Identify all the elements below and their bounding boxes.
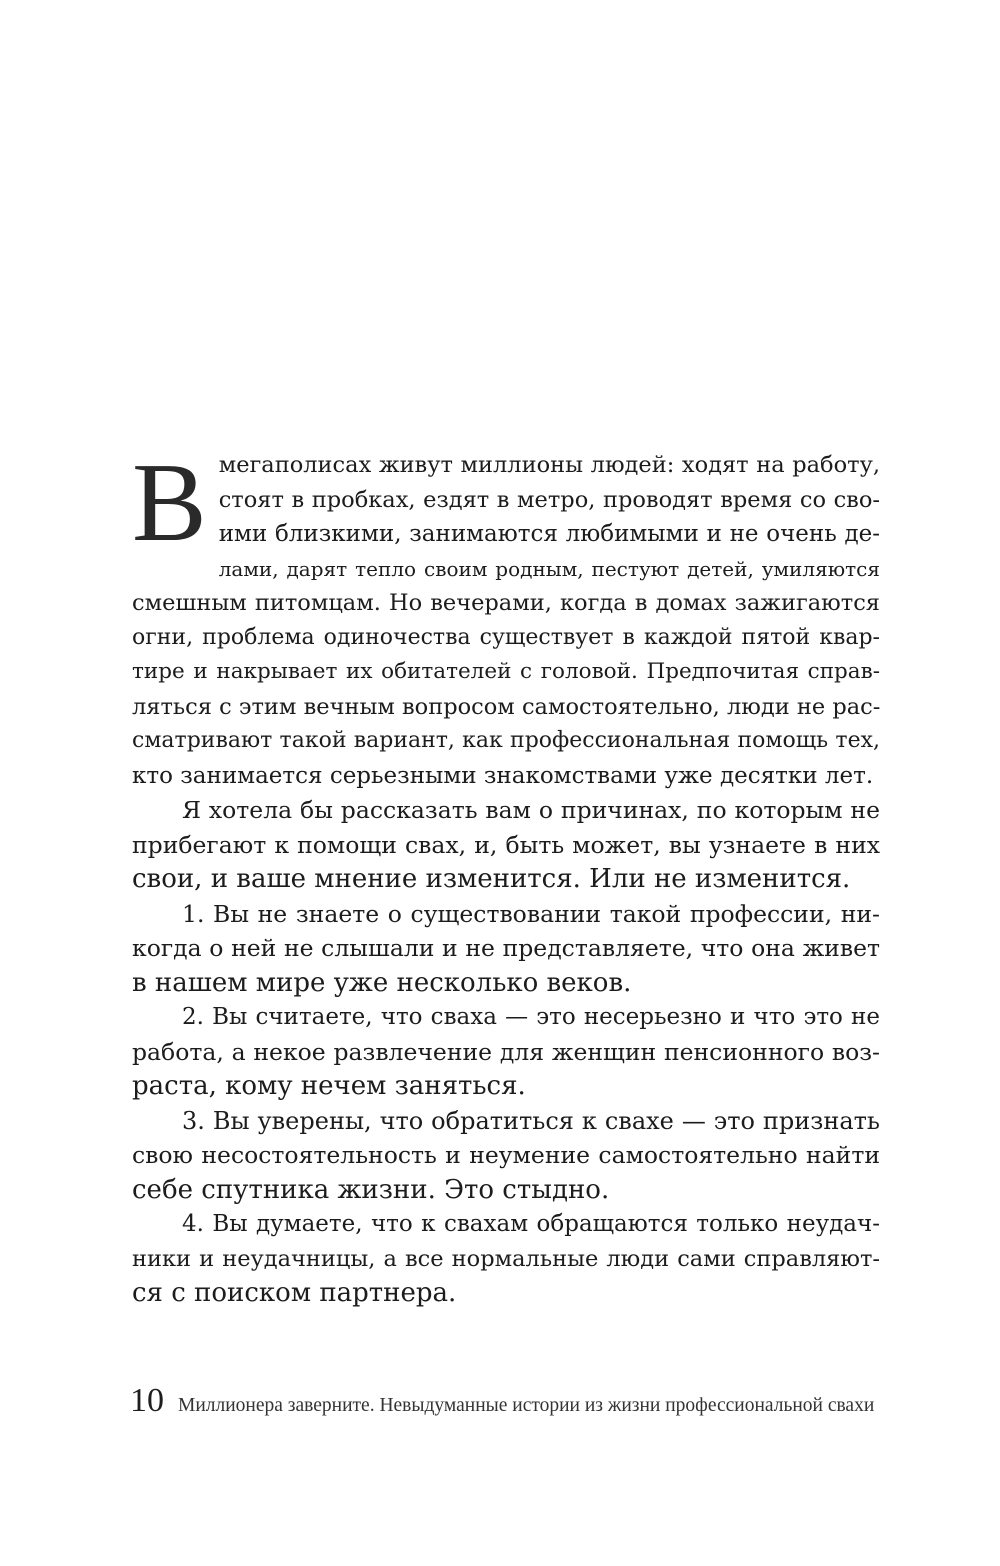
text-line: тире и накрывает их обитателей с головой. Предпочитая справ- (132, 659, 880, 684)
page-number: 10 (130, 1382, 164, 1419)
list-item-3 (132, 1104, 880, 1208)
text-line: 3. Вы уверены, что обратиться к свахе — это признать (182, 1106, 880, 1135)
paragraph-2 (132, 793, 880, 897)
text-line: смешным питомцам. Но вечерами, когда в домах зажигаются (132, 590, 880, 616)
text-line: свою несостоятельность и неумение самостоятельно найти (132, 1141, 880, 1169)
text-line: ляться с этим вечным вопросом самостоятельно, люди не рас- (132, 693, 881, 720)
text-line: 4. Вы думаете, что к свахам обращаются только неудач- (182, 1211, 880, 1237)
text-line: кто занимается серьезными знакомствами уже десятки лет. (132, 762, 874, 789)
list-item-4 (132, 1207, 880, 1311)
text-line: в нашем мире уже несколько веков. (132, 967, 632, 998)
text-line: прибегают к помощи свах, и, быть может, вы узнаете в них (132, 830, 880, 859)
text-line: свои, и ваше мнение изменится. Или не изменится. (132, 864, 851, 894)
text-line: раста, кому нечем заняться. (132, 1071, 526, 1101)
running-title: Миллионера заверните. Невыдуманные истории из жизни профессиональной свахи (178, 1395, 875, 1416)
text-line: 1. Вы не знаете о существовании такой профессии, ни- (182, 899, 880, 928)
list-item-2 (132, 1000, 880, 1104)
text-line: огни, проблема одиночества существует в каждой пятой квар- (132, 624, 880, 650)
drop-cap: В (132, 441, 207, 565)
paragraph-1 (132, 441, 881, 793)
text-line: Я хотела бы рассказать вам о причинах, по которым не (182, 796, 880, 824)
text-line: ими близкими, занимаются любимыми и не очень де- (218, 521, 880, 547)
text-line: когда о ней не слышали и не представляете, что она живет (132, 934, 880, 962)
text-line: 2. Вы считаете, что сваха — это несерьезно и что это не (182, 1004, 880, 1030)
text-line: лами, дарят тепло своим родным, пестуют детей, умиляются (218, 556, 880, 581)
text-line: себе спутника жизни. Это стыдно. (132, 1174, 610, 1205)
body-text (132, 441, 881, 1311)
text-line: работа, а некое развлечение для женщин пенсионного воз- (132, 1037, 880, 1066)
text-line: мегаполисах живут миллионы людей: ходят на работу, (218, 452, 880, 478)
list-item-1 (132, 897, 880, 1001)
text-line: ся с поиском партнера. (132, 1278, 457, 1308)
text-line: сматривают такой вариант, как профессиональная помощь тех, (132, 728, 880, 753)
text-line: ники и неудачницы, а все нормальные люди сами справляют- (132, 1245, 880, 1272)
text-line: стоят в пробках, ездят в метро, проводят время со сво- (218, 486, 880, 513)
page-footer (130, 1382, 890, 1420)
